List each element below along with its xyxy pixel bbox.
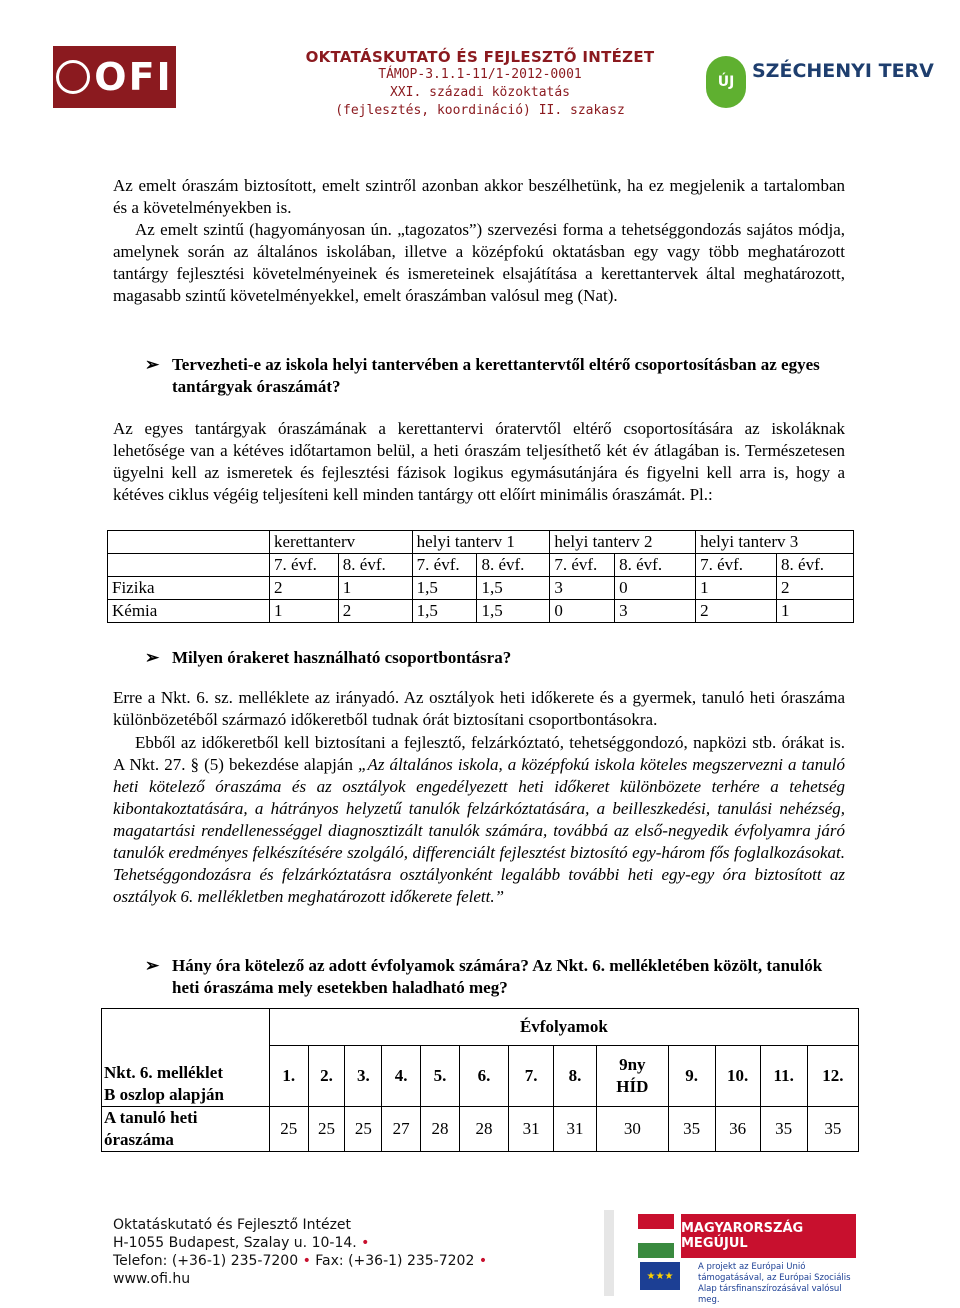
project-phase: (fejlesztés, koordináció) II. szakasz xyxy=(335,103,625,118)
magyarorszag-megujul-banner: MAGYARORSZÁG MEGÚJUL xyxy=(681,1214,856,1258)
eu-support-note: A projekt az Európai Unió támogatásával, az Európai Szociális Alap társfinanszírozásával valósul meg. xyxy=(698,1262,851,1305)
table-cell: 7. évf. xyxy=(269,554,338,577)
hours-cell: 28 xyxy=(421,1106,460,1151)
table-cell: 1 xyxy=(338,577,412,600)
table-row xyxy=(108,600,854,623)
hours-cell: 31 xyxy=(509,1106,554,1151)
hours-cell: 35 xyxy=(760,1106,807,1151)
footer-divider xyxy=(604,1210,614,1296)
hungarian-flag-icon xyxy=(638,1214,674,1258)
hours-cell: 25 xyxy=(345,1106,382,1151)
header-block xyxy=(300,48,660,120)
arrow-bullet-icon: ➢ xyxy=(145,956,160,975)
table-cell: 1 xyxy=(777,600,854,623)
table-row xyxy=(108,531,854,554)
szechenyi-badge: ÚJ xyxy=(706,56,746,108)
hours-cell: 35 xyxy=(807,1106,858,1151)
table-row xyxy=(108,554,854,577)
row-label-line-1: Nkt. 6. melléklet xyxy=(104,1062,223,1082)
row-label-line-2: óraszáma xyxy=(104,1129,174,1149)
szechenyi-text: SZÉCHENYI TERV xyxy=(752,60,934,82)
table-cell: 2 xyxy=(696,600,777,623)
hours-cell: 25 xyxy=(269,1106,308,1151)
question-3-text: Hány óra kötelező az adott évfolyamok számára? Az Nkt. 6. mellékletében közölt, tanulók heti óraszáma mely esetekben haladható meg? xyxy=(172,956,823,997)
hours-table-1 xyxy=(107,530,854,623)
table-cell: 1 xyxy=(696,577,777,600)
table-cell xyxy=(108,531,270,554)
grade-cell: 4. xyxy=(382,1046,421,1107)
table-cell: 8. évf. xyxy=(477,554,550,577)
table-row xyxy=(102,1106,859,1151)
paragraph-5 xyxy=(113,732,845,908)
project-name: XXI. századi közoktatás xyxy=(389,85,570,100)
paragraph-1: Az emelt óraszám biztosított, emelt szintről azonban akkor beszélhetünk, ha ez megjelenik a tartalomban és a követelményekben is. xyxy=(113,176,845,217)
table-cell: 1,5 xyxy=(412,600,477,623)
footer-institute: Oktatáskutató és Fejlesztő Intézet xyxy=(113,1217,352,1233)
grade-cell: 3. xyxy=(345,1046,382,1107)
table-cell: 2 xyxy=(269,577,338,600)
table-cell: 2 xyxy=(338,600,412,623)
table-cell: 7. évf. xyxy=(696,554,777,577)
project-code: TÁMOP-3.1.1-11/1-2012-0001 xyxy=(378,67,582,82)
footer-web: www.ofi.hu xyxy=(113,1271,191,1287)
question-2 xyxy=(145,647,850,669)
hours-cell: 36 xyxy=(715,1106,760,1151)
ofi-logo-mark xyxy=(56,60,90,94)
paragraph-4: Erre a Nkt. 6. sz. melléklete az irányadó. Az osztályok heti időkerete és a gyermek, tanuló heti óraszáma különbözetéből származó időkeretből tudnak órát biztosítani csoportbontásokra. xyxy=(113,688,845,729)
paragraph-5-text: Ebből az időkeretből kell biztosítani a fejlesztő, felzárkóztató, tehetséggondozó, napközi stb. órákat is. A Nkt. 27. § (5) bekezdése alapján xyxy=(113,733,845,774)
table-cell xyxy=(108,554,270,577)
table-row xyxy=(102,1046,859,1107)
table-row-label xyxy=(102,1046,270,1107)
footer-address: Oktatáskutató és Fejlesztő Intézet H-1055 Budapest, Szalay u. 10-14. • Telefon: (+36-1) 235-7200 • Fax: (+36-1) 235-7202 • www.ofi.hu xyxy=(113,1217,488,1287)
arrow-bullet-icon: ➢ xyxy=(145,648,160,667)
table-cell: 1,5 xyxy=(477,600,550,623)
footer-phone: Telefon: (+36-1) 235-7200 xyxy=(113,1253,299,1269)
ofi-logo xyxy=(53,46,176,108)
table-cell: 1 xyxy=(269,600,338,623)
grade-cell: 12. xyxy=(807,1046,858,1107)
law-quote: „Az általános iskola, a középfokú iskola köteles megszervezni a tanuló heti kötelező óraszáma és az osztályok engedélyezett heti időkeret különbözete terhére a tehetség kibontakoztatására, a hátrányos helyzetű tanulók felzárkóztatására, a beilleszkedési, tanulási nehézség, magatartási rendellenességgel diagnosztizált tanulók számára, továbbá az első-negyedik évfolyamra járó tanulók eredményes felkészítésére szolgáló, differenciált fejlesztést biztosító egy-három fős foglalkozásokat. Tehetséggondozásra és felzárkóztatásra osztályonként legalább további heti egy-egy óra biztosított az osztályok 6. mellékletben meghatározott időkerete felett.” xyxy=(113,755,845,906)
grade-cell: 2. xyxy=(308,1046,345,1107)
table-cell: 1,5 xyxy=(412,577,477,600)
table-cell: 8. évf. xyxy=(615,554,696,577)
table-row xyxy=(102,1009,859,1046)
grade-cell: 9ny HÍD xyxy=(597,1046,669,1107)
table-cell: Fizika xyxy=(108,577,270,600)
table-cell xyxy=(102,1009,270,1046)
table-row xyxy=(108,577,854,600)
grade-cell: 6. xyxy=(459,1046,508,1107)
arrow-bullet-icon: ➢ xyxy=(145,355,160,374)
hours-cell: 30 xyxy=(597,1106,669,1151)
hours-cell: 31 xyxy=(554,1106,597,1151)
question-3 xyxy=(145,955,850,999)
table-row-label xyxy=(102,1106,270,1151)
table-cell: 7. évf. xyxy=(412,554,477,577)
grade-cell: 8. xyxy=(554,1046,597,1107)
table-cell: 8. évf. xyxy=(777,554,854,577)
question-1-text: Tervezheti-e az iskola helyi tantervében a kerettantervtől eltérő csoportosításban az egyes tantárgyak óraszámát? xyxy=(172,355,820,396)
table-header: kerettanterv xyxy=(269,531,412,554)
table-cell: 7. évf. xyxy=(550,554,615,577)
ofi-logo-text: OFI xyxy=(94,55,173,99)
grade-cell: 10. xyxy=(715,1046,760,1107)
table-cell: 3 xyxy=(615,600,696,623)
table-cell: 8. évf. xyxy=(338,554,412,577)
hours-cell: 27 xyxy=(382,1106,421,1151)
grade-cell: 1. xyxy=(269,1046,308,1107)
szechenyi-logo xyxy=(706,52,934,112)
table-header: helyi tanterv 2 xyxy=(550,531,696,554)
hours-cell: 28 xyxy=(459,1106,508,1151)
table-cell: 2 xyxy=(777,577,854,600)
table-cell: Kémia xyxy=(108,600,270,623)
hours-cell: 35 xyxy=(668,1106,715,1151)
table-cell: 0 xyxy=(550,600,615,623)
table-header: helyi tanterv 3 xyxy=(696,531,854,554)
eu-flag-icon: ★★★ xyxy=(640,1262,680,1290)
hours-table-2 xyxy=(101,1008,859,1152)
grade-cell: 9. xyxy=(668,1046,715,1107)
institute-name: OKTATÁSKUTATÓ ÉS FEJLESZTŐ INTÉZET xyxy=(305,48,655,66)
table-cell: 0 xyxy=(615,577,696,600)
grade-cell: 11. xyxy=(760,1046,807,1107)
grade-cell: 5. xyxy=(421,1046,460,1107)
row-label-line-2: B oszlop alapján xyxy=(104,1084,224,1104)
table-cell: 3 xyxy=(550,577,615,600)
question-2-text: Milyen órakeret használható csoportbontásra? xyxy=(172,648,512,667)
table-header: helyi tanterv 1 xyxy=(412,531,550,554)
table-cell: 1,5 xyxy=(477,577,550,600)
footer-street: H-1055 Budapest, Szalay u. 10-14. xyxy=(113,1235,357,1251)
question-1 xyxy=(145,354,850,398)
grade-cell: 7. xyxy=(509,1046,554,1107)
paragraph-2: Az emelt szintű (hagyományosan ún. „tagozatos”) szervezési forma a tehetséggondozás sajátos módja, amelynek során az általános iskolában, illetve a középfokú oktatásban egy vagy több meghatározott tantárgy fejlesztési követelményeinek és ismereteinek elsajátítása a kerettantervek által meghatározott, magasabb szintű követelményekkel, emelt óraszámban valósul meg (Nat). xyxy=(113,220,845,305)
row-label-line-1: A tanuló heti xyxy=(104,1107,198,1127)
footer-fax: Fax: (+36-1) 235-7202 xyxy=(315,1253,475,1269)
hours-cell: 25 xyxy=(308,1106,345,1151)
paragraph-3: Az egyes tantárgyak óraszámának a kerettantervi óratervtől eltérő csoportosítására az iskoláknak lehetősége van a kétéves időtartamon belül, a heti óraszám teljesíthető két év átlagában is. Természetesen ügyelni kell az ismeretek és fejlesztési fázisok logikus egymásutánjára és figyelni kell arra is, hogy a kétéves ciklus végéig teljesíteni kell minden tantárgy ott előírt minimális óraszámát. Pl.: xyxy=(113,419,845,504)
table-header: Évfolyamok xyxy=(269,1009,858,1046)
